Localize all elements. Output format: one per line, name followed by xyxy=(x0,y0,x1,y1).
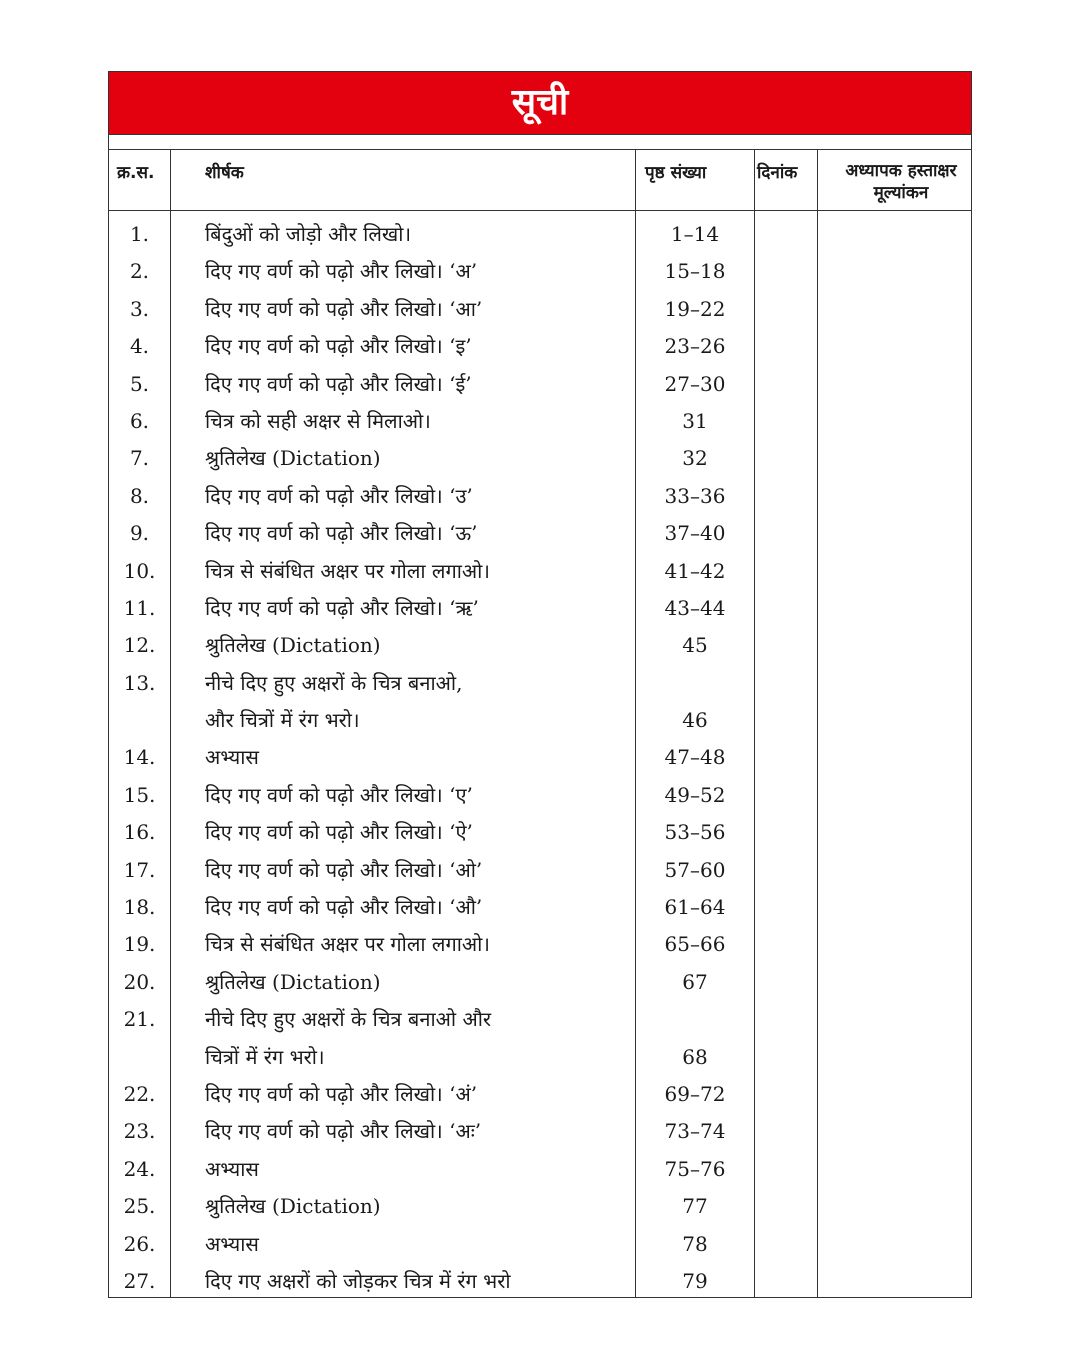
row-title: दिए गए वर्ण को पढ़ो और लिखो। ‘अं’ xyxy=(205,1081,478,1106)
row-title: श्रुतिलेख (Dictation) xyxy=(205,1194,381,1219)
row-sno: 21. xyxy=(123,1007,156,1032)
table-row xyxy=(109,665,971,702)
row-page: 57–60 xyxy=(664,857,726,882)
row-sno: 6. xyxy=(129,408,150,433)
row-page: 23–26 xyxy=(664,334,726,359)
row-title: श्रुतिलेख (Dictation) xyxy=(205,633,381,658)
row-title: श्रुतिलेख (Dictation) xyxy=(205,446,381,471)
row-title: चित्रों में रंग भरो। xyxy=(205,1044,325,1069)
header-teacher-line1: अध्यापक हस्ताक्षर xyxy=(845,161,957,181)
row-title: चित्र से संबंधित अक्षर पर गोला लगाओ। xyxy=(205,932,490,957)
row-sno: 11. xyxy=(123,595,156,620)
table-row xyxy=(109,553,971,590)
table-row xyxy=(109,739,971,776)
table-row xyxy=(109,1226,971,1263)
row-page: 75–76 xyxy=(664,1156,726,1181)
row-sno: 8. xyxy=(129,483,150,508)
row-page: 69–72 xyxy=(664,1081,726,1106)
table-row xyxy=(109,1263,971,1300)
row-sno: 20. xyxy=(123,969,156,994)
row-title: और चित्रों में रंग भरो। xyxy=(205,708,360,733)
row-title: दिए गए वर्ण को पढ़ो और लिखो। ‘अः’ xyxy=(205,1119,482,1144)
table-row xyxy=(109,1151,971,1188)
table-row xyxy=(109,515,971,552)
row-sno: 14. xyxy=(123,745,156,770)
row-title: नीचे दिए हुए अक्षरों के चित्र बनाओ, xyxy=(205,670,463,695)
index-table xyxy=(108,71,972,1298)
row-page: 45 xyxy=(682,633,708,658)
row-page: 1–14 xyxy=(670,222,720,246)
row-sno: 7. xyxy=(129,446,150,471)
table-row xyxy=(109,889,971,926)
row-sno: 19. xyxy=(123,932,156,957)
table-row xyxy=(109,964,971,1001)
row-title: दिए गए वर्ण को पढ़ो और लिखो। ‘ऐ’ xyxy=(205,820,473,845)
row-title: दिए गए वर्ण को पढ़ो और लिखो। ‘इ’ xyxy=(205,334,472,359)
page-title: सूची xyxy=(109,72,971,134)
table-row xyxy=(109,777,971,814)
table-header xyxy=(109,149,971,211)
row-title: दिए गए वर्ण को पढ़ो और लिखो। ‘ई’ xyxy=(205,371,472,396)
table-row xyxy=(109,590,971,627)
table-row xyxy=(109,814,971,851)
row-sno: 13. xyxy=(123,670,156,695)
table-row xyxy=(109,1188,971,1225)
table-body xyxy=(109,216,971,1300)
row-page: 32 xyxy=(682,446,708,471)
row-sno: 18. xyxy=(123,895,156,920)
row-sno: 22. xyxy=(123,1081,156,1106)
row-page: 53–56 xyxy=(664,820,726,845)
row-title: दिए गए वर्ण को पढ़ो और लिखो। ‘ओ’ xyxy=(205,857,483,882)
row-page: 61–64 xyxy=(664,895,726,920)
table-row xyxy=(109,403,971,440)
row-page: 65–66 xyxy=(664,932,726,957)
row-title: दिए गए वर्ण को पढ़ो और लिखो। ‘अ’ xyxy=(205,259,478,284)
row-sno: 25. xyxy=(123,1194,156,1219)
row-sno: 27. xyxy=(123,1268,156,1293)
table-row xyxy=(109,216,971,253)
row-page: 19–22 xyxy=(664,296,726,321)
table-row xyxy=(109,328,971,365)
row-page: 41–42 xyxy=(664,558,726,583)
row-page: 67 xyxy=(682,969,708,994)
row-page: 78 xyxy=(682,1231,708,1256)
row-title: चित्र से संबंधित अक्षर पर गोला लगाओ। xyxy=(205,558,490,583)
row-title: अभ्यास xyxy=(205,1231,259,1256)
row-page: 73–74 xyxy=(664,1119,726,1144)
table-row xyxy=(109,478,971,515)
row-title: अभ्यास xyxy=(205,745,259,770)
row-title: नीचे दिए हुए अक्षरों के चित्र बनाओ और xyxy=(205,1007,492,1032)
table-row xyxy=(109,440,971,477)
row-page: 27–30 xyxy=(664,371,726,396)
header-teacher xyxy=(829,160,973,204)
banner-gap xyxy=(109,134,971,149)
row-sno: 24. xyxy=(123,1156,156,1181)
row-sno: 16. xyxy=(123,820,156,845)
row-sno: 23. xyxy=(123,1119,156,1144)
row-title: दिए गए वर्ण को पढ़ो और लिखो। ‘ए’ xyxy=(205,782,473,807)
row-page: 79 xyxy=(682,1268,708,1293)
row-title: दिए गए वर्ण को पढ़ो और लिखो। ‘उ’ xyxy=(205,483,473,508)
row-sno: 15. xyxy=(123,782,156,807)
row-sno: 3. xyxy=(129,296,150,321)
row-sno: 4. xyxy=(129,334,150,359)
table-row xyxy=(109,1076,971,1113)
table-row xyxy=(109,291,971,328)
table-row xyxy=(109,852,971,889)
row-page: 31 xyxy=(682,408,708,433)
row-title: दिए गए अक्षरों को जोड़कर चित्र में रंग भरो xyxy=(205,1268,511,1293)
row-sno: 9. xyxy=(129,521,150,546)
row-page: 68 xyxy=(682,1044,708,1069)
row-title: दिए गए वर्ण को पढ़ो और लिखो। ‘ऋ’ xyxy=(205,595,479,620)
table-row xyxy=(109,1113,971,1150)
row-sno: 2. xyxy=(129,259,150,284)
row-page: 77 xyxy=(682,1194,708,1219)
row-title: दिए गए वर्ण को पढ़ो और लिखो। ‘आ’ xyxy=(205,296,483,321)
header-topic: शीर्षक xyxy=(205,163,244,183)
table-row xyxy=(109,1001,971,1038)
row-sno: 5. xyxy=(129,371,150,396)
row-page: 15–18 xyxy=(664,259,726,284)
row-sno: 12. xyxy=(123,633,156,658)
table-row xyxy=(109,366,971,403)
table-row xyxy=(109,1039,971,1076)
row-title: चित्र को सही अक्षर से मिलाओ। xyxy=(205,408,431,433)
row-page: 46 xyxy=(682,708,708,733)
row-page: 47–48 xyxy=(664,745,726,770)
header-date: दिनांक xyxy=(757,163,798,183)
row-title: बिंदुओं को जोड़ो और लिखो। xyxy=(205,222,412,246)
row-title: दिए गए वर्ण को पढ़ो और लिखो। ‘औ’ xyxy=(205,895,483,920)
header-page: पृष्ठ संख्या xyxy=(645,163,707,183)
row-sno: 10. xyxy=(123,558,156,583)
row-title: अभ्यास xyxy=(205,1156,259,1181)
table-row xyxy=(109,926,971,963)
header-sno: क्र.स. xyxy=(117,163,155,183)
row-page: 33–36 xyxy=(664,483,726,508)
row-sno: 1. xyxy=(129,222,150,246)
row-sno: 26. xyxy=(123,1231,156,1256)
row-page: 37–40 xyxy=(664,521,726,546)
row-title: दिए गए वर्ण को पढ़ो और लिखो। ‘ऊ’ xyxy=(205,521,478,546)
table-row xyxy=(109,253,971,290)
row-page: 49–52 xyxy=(664,782,726,807)
table-row xyxy=(109,702,971,739)
header-teacher-line2: मूल्यांकन xyxy=(873,183,929,203)
row-page: 43–44 xyxy=(664,595,726,620)
row-title: श्रुतिलेख (Dictation) xyxy=(205,969,381,994)
row-sno: 17. xyxy=(123,857,156,882)
table-row xyxy=(109,627,971,664)
